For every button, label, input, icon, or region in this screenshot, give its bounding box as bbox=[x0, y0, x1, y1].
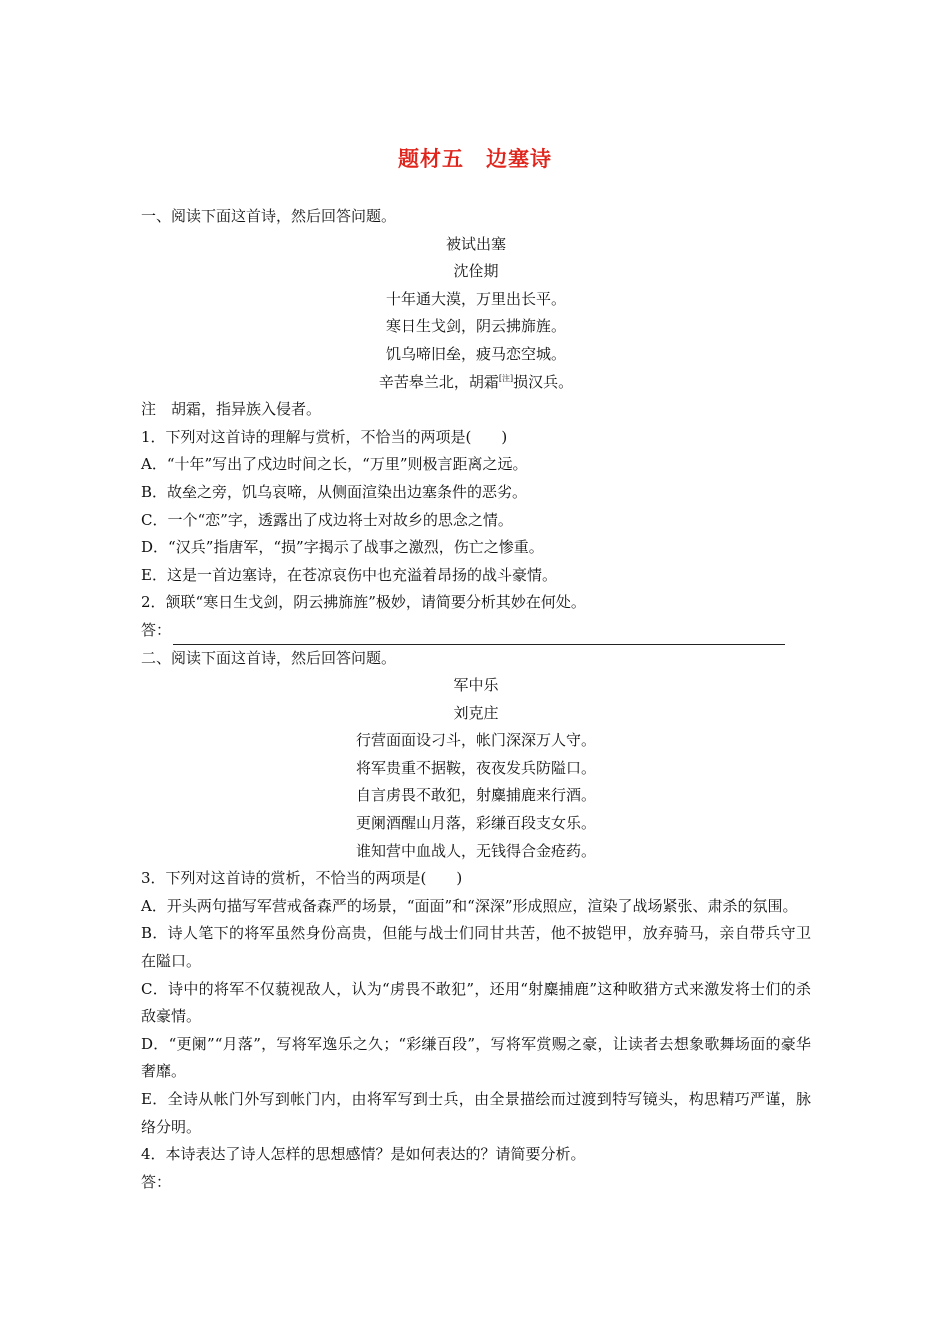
question-4-answer-label: 答： bbox=[141, 1172, 172, 1191]
question-2-answer bbox=[141, 617, 811, 645]
question-3-option-d: D．“更阑”“月落”，写将军逸乐之久；“彩缣百段”，写将军赏赐之豪，让读者去想象歌舞场面的豪华奢靡。 bbox=[141, 1034, 811, 1081]
question-1-option-a: A．“十年”写出了戍边时间之长，“万里”则极言距离之远。 bbox=[141, 455, 528, 474]
poem-1-title: 被试出塞 bbox=[445, 234, 506, 253]
title-part-1: 题材五 bbox=[398, 146, 464, 171]
poem-2-title: 军中乐 bbox=[453, 676, 499, 695]
poem-2-line-3: 自言虏畏不敢犯，射麋捕鹿来行酒。 bbox=[355, 786, 596, 805]
poem-1-author: 沈佺期 bbox=[453, 262, 499, 281]
question-1-option-b: B．故垒之旁，饥乌哀啼，从侧面渲染出边塞条件的恶劣。 bbox=[141, 482, 528, 501]
poem-1-line-3: 饥乌啼旧垒，疲马恋空城。 bbox=[385, 344, 566, 363]
footnote-marker: [注] bbox=[498, 373, 514, 383]
question-4-stem: 4．本诗表达了诗人怎样的思想感情？是如何表达的？请简要分析。 bbox=[141, 1145, 586, 1164]
poem-2-line-4: 更阑酒醒山月落，彩缣百段支女乐。 bbox=[355, 814, 596, 833]
page-title bbox=[0, 143, 950, 173]
poem-1-line-2: 寒日生戈剑，阴云拂旆旌。 bbox=[385, 317, 566, 336]
question-3-option-c: C．诗中的将军不仅藐视敌人，认为“虏畏不敢犯”，还用“射麋捕鹿”这种畋猎方式来激发将士们的杀敌豪情。 bbox=[141, 979, 811, 1026]
section-2-heading: 二、阅读下面这首诗，然后回答问题。 bbox=[141, 648, 397, 667]
question-2-stem: 2．颔联“寒日生戈剑，阴云拂旆旌”极妙，请简要分析其妙在何处。 bbox=[141, 593, 586, 612]
question-1-stem: 1．下列对这首诗的理解与赏析，不恰当的两项是( ) bbox=[141, 427, 508, 446]
answer-blank-line[interactable] bbox=[173, 624, 785, 645]
question-3-stem: 3．下列对这首诗的赏析，不恰当的两项是( ) bbox=[141, 869, 463, 888]
question-3-option-b: B．诗人笔下的将军虽然身份高贵，但能与战士们同甘共苦，他不披铠甲，放弃骑马，亲自带兵守卫在隘口。 bbox=[141, 924, 811, 971]
poem-1-line-4-before: 辛苦皋兰北，胡霜 bbox=[378, 372, 499, 391]
question-1-option-d: D．“汉兵”指唐军，“损”字揭示了战事之激烈，伤亡之惨重。 bbox=[141, 538, 544, 557]
question-2-answer-label: 答： bbox=[141, 620, 172, 639]
poem-1-line-4-after: 损汉兵。 bbox=[513, 372, 574, 391]
poem-1-line-1: 十年通大漠，万里出长平。 bbox=[385, 289, 566, 308]
poem-1-note: 注 胡霜，指异族入侵者。 bbox=[141, 400, 322, 419]
question-3-option-a: A．开头两句描写军营戒备森严的场景，“面面”和“深深”形成照应，渲染了战场紧张、肃杀的氛围。 bbox=[141, 896, 798, 915]
document-body bbox=[141, 203, 811, 1196]
question-1-option-e: E．这是一首边塞诗，在苍凉哀伤中也充溢着昂扬的战斗豪情。 bbox=[141, 565, 557, 584]
poem-2-author: 刘克庄 bbox=[453, 703, 499, 722]
question-3-option-e: E．全诗从帐门外写到帐门内，由将军写到士兵，由全景描绘而过渡到特写镜头，构思精巧严谨，脉络分明。 bbox=[141, 1090, 811, 1136]
question-1-option-c: C．一个“恋”字，透露出了戍边将士对故乡的思念之情。 bbox=[141, 510, 513, 529]
section-1-heading: 一、阅读下面这首诗，然后回答问题。 bbox=[141, 207, 397, 225]
title-part-2: 边塞诗 bbox=[486, 146, 552, 171]
poem-2-line-2: 将军贵重不据鞍，夜夜发兵防隘口。 bbox=[355, 758, 596, 777]
poem-2-line-1: 行营面面设刁斗，帐门深深万人守。 bbox=[355, 731, 596, 750]
poem-1-line-4 bbox=[141, 369, 811, 397]
poem-2-line-5: 谁知营中血战人，无钱得合金疮药。 bbox=[355, 841, 596, 860]
